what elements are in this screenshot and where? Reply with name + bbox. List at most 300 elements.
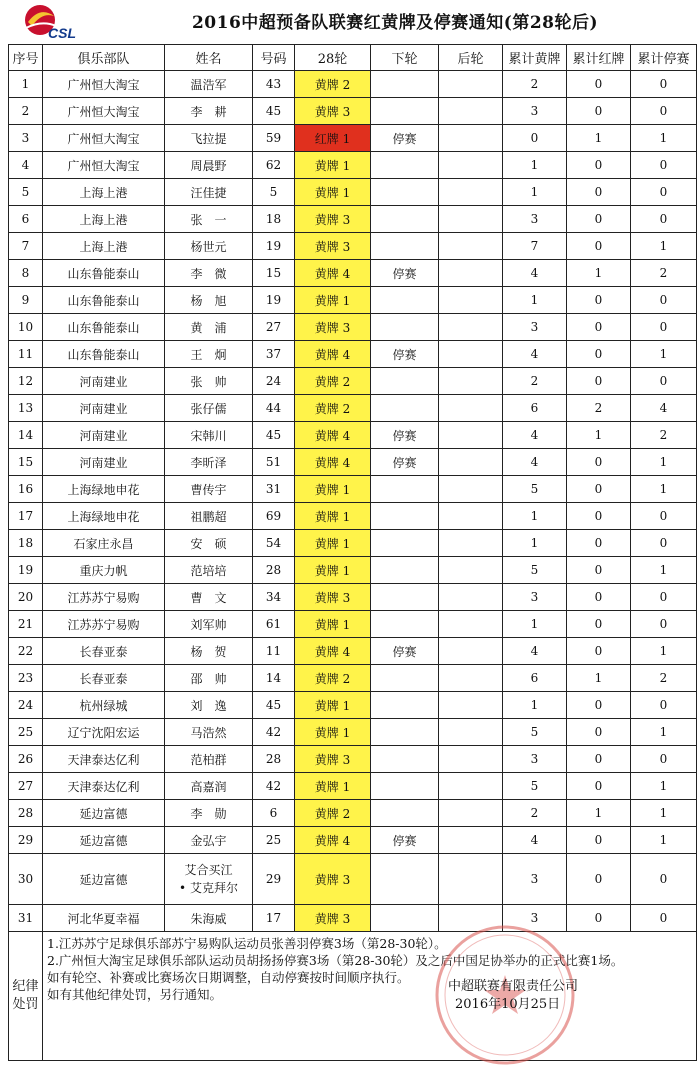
total-red: 0 [567,476,631,503]
total-red: 0 [567,638,631,665]
player-name: 朱海威 [165,905,253,932]
after-round-status [439,152,503,179]
total-yellow: 5 [503,557,567,584]
player-name: 祖鹏超 [165,503,253,530]
next-round-status [371,800,439,827]
total-suspension: 0 [631,530,697,557]
row-number: 4 [9,152,43,179]
table-row [9,233,697,260]
round28-card: 黄牌 3 [295,98,371,125]
player-name: 邵 帅 [165,665,253,692]
table-row [9,503,697,530]
next-round-status [371,773,439,800]
row-number: 8 [9,260,43,287]
row-number: 29 [9,827,43,854]
total-red: 2 [567,395,631,422]
after-round-status [439,530,503,557]
total-yellow: 3 [503,98,567,125]
table-row [9,665,697,692]
table-row [9,476,697,503]
next-round-status [371,746,439,773]
club-cell: 上海上港 [43,206,165,233]
club-cell: 广州恒大淘宝 [43,98,165,125]
total-suspension: 0 [631,98,697,125]
total-suspension: 0 [631,503,697,530]
jersey-number: 24 [253,368,295,395]
total-suspension: 0 [631,152,697,179]
total-red: 0 [567,233,631,260]
after-round-status [439,611,503,638]
club-cell: 江苏苏宁易购 [43,611,165,638]
total-yellow: 1 [503,152,567,179]
total-red: 0 [567,314,631,341]
total-yellow: 3 [503,584,567,611]
row-number: 5 [9,179,43,206]
row-number: 17 [9,503,43,530]
player-name: 范柏群 [165,746,253,773]
jersey-number: 69 [253,503,295,530]
total-suspension: 1 [631,800,697,827]
club-cell: 山东鲁能泰山 [43,341,165,368]
player-name: 杨 旭 [165,287,253,314]
player-name: 飞拉提 [165,125,253,152]
player-name: 艾合买江 • 艾克拜尔 [165,854,253,905]
round28-card: 黄牌 1 [295,719,371,746]
next-round-status [371,179,439,206]
round28-card: 黄牌 2 [295,368,371,395]
row-number: 15 [9,449,43,476]
next-round-status: 停赛 [371,449,439,476]
row-number: 13 [9,395,43,422]
total-yellow: 4 [503,449,567,476]
round28-card: 黄牌 1 [295,611,371,638]
row-number: 31 [9,905,43,932]
row-number: 10 [9,314,43,341]
total-red: 0 [567,557,631,584]
club-cell: 河南建业 [43,449,165,476]
round28-card: 黄牌 1 [295,557,371,584]
after-round-status [439,557,503,584]
total-yellow: 1 [503,287,567,314]
after-round-status [439,341,503,368]
club-cell: 河南建业 [43,395,165,422]
round28-card: 黄牌 3 [295,905,371,932]
row-number: 16 [9,476,43,503]
total-suspension: 2 [631,665,697,692]
jersey-number: 42 [253,719,295,746]
table-row [9,422,697,449]
round28-card: 黄牌 2 [295,71,371,98]
logo-text: CSL [48,25,76,41]
club-cell: 河南建业 [43,368,165,395]
row-number: 22 [9,638,43,665]
jersey-number: 62 [253,152,295,179]
next-round-status: 停赛 [371,422,439,449]
player-name: 张 一 [165,206,253,233]
suspension-table [8,44,697,1061]
player-name: 马浩然 [165,719,253,746]
player-name: 曹传宇 [165,476,253,503]
after-round-status [439,827,503,854]
after-round-status [439,665,503,692]
jersey-number: 59 [253,125,295,152]
player-name: 刘 逸 [165,692,253,719]
total-yellow: 1 [503,692,567,719]
table-row [9,746,697,773]
round28-card: 黄牌 1 [295,503,371,530]
row-number: 12 [9,368,43,395]
table-row [9,287,697,314]
jersey-number: 31 [253,476,295,503]
total-suspension: 0 [631,287,697,314]
round28-card: 黄牌 1 [295,692,371,719]
table-row [9,449,697,476]
total-red: 0 [567,905,631,932]
round28-card: 黄牌 4 [295,449,371,476]
header [0,0,699,44]
row-number: 2 [9,98,43,125]
after-round-status [439,287,503,314]
total-yellow: 1 [503,179,567,206]
total-yellow: 2 [503,71,567,98]
player-name: 安 硕 [165,530,253,557]
round28-card: 黄牌 4 [295,422,371,449]
total-suspension: 0 [631,368,697,395]
after-round-status [439,206,503,233]
player-name: 黄 浦 [165,314,253,341]
total-red: 0 [567,449,631,476]
club-cell: 重庆力帆 [43,557,165,584]
total-yellow: 1 [503,530,567,557]
player-name: 汪佳捷 [165,179,253,206]
total-yellow: 4 [503,341,567,368]
total-suspension: 1 [631,719,697,746]
club-cell: 山东鲁能泰山 [43,260,165,287]
round28-card: 黄牌 4 [295,827,371,854]
club-cell: 上海绿地申花 [43,476,165,503]
total-yellow: 5 [503,773,567,800]
player-name: 范培培 [165,557,253,584]
next-round-status [371,395,439,422]
after-round-status [439,179,503,206]
table-row [9,206,697,233]
total-suspension: 1 [631,341,697,368]
club-cell: 河北华夏幸福 [43,905,165,932]
row-number: 7 [9,233,43,260]
total-red: 0 [567,530,631,557]
jersey-number: 45 [253,422,295,449]
total-suspension: 0 [631,746,697,773]
total-suspension: 0 [631,584,697,611]
table-row [9,368,697,395]
row-number: 23 [9,665,43,692]
club-cell: 河南建业 [43,422,165,449]
club-cell: 天津泰达亿利 [43,773,165,800]
row-number: 9 [9,287,43,314]
jersey-number: 17 [253,905,295,932]
club-cell: 延边富德 [43,800,165,827]
total-red: 0 [567,368,631,395]
jersey-number: 19 [253,233,295,260]
table-row [9,179,697,206]
round28-card: 黄牌 2 [295,665,371,692]
next-round-status [371,71,439,98]
next-round-status [371,152,439,179]
total-suspension: 1 [631,773,697,800]
total-red: 1 [567,422,631,449]
club-cell: 杭州绿城 [43,692,165,719]
round28-card: 黄牌 1 [295,530,371,557]
total-suspension: 1 [631,638,697,665]
total-suspension: 4 [631,395,697,422]
table-row [9,530,697,557]
after-round-status [439,854,503,905]
total-yellow: 7 [503,233,567,260]
total-red: 1 [567,800,631,827]
jersey-number: 29 [253,854,295,905]
total-yellow: 3 [503,314,567,341]
total-red: 1 [567,260,631,287]
csl-logo-icon [18,2,92,42]
total-red: 1 [567,665,631,692]
total-red: 0 [567,287,631,314]
total-suspension: 0 [631,692,697,719]
total-red: 0 [567,827,631,854]
round28-card: 黄牌 4 [295,638,371,665]
club-cell: 广州恒大淘宝 [43,152,165,179]
round28-card: 黄牌 3 [295,746,371,773]
club-cell: 江苏苏宁易购 [43,584,165,611]
jersey-number: 27 [253,314,295,341]
after-round-status [439,746,503,773]
club-cell: 石家庄永昌 [43,530,165,557]
issue-date: 2016年10月25日 [455,997,561,1012]
club-cell: 上海绿地申花 [43,503,165,530]
total-red: 0 [567,503,631,530]
row-number: 11 [9,341,43,368]
next-round-status: 停赛 [371,638,439,665]
player-name: 曹 文 [165,584,253,611]
jersey-number: 61 [253,611,295,638]
player-name: 张仔儒 [165,395,253,422]
next-round-status: 停赛 [371,827,439,854]
row-number: 6 [9,206,43,233]
jersey-number: 18 [253,206,295,233]
jersey-number: 51 [253,449,295,476]
total-yellow: 4 [503,260,567,287]
after-round-status [439,71,503,98]
jersey-number: 19 [253,287,295,314]
total-yellow: 6 [503,665,567,692]
jersey-number: 43 [253,71,295,98]
table-row [9,800,697,827]
next-round-status: 停赛 [371,260,439,287]
jersey-number: 54 [253,530,295,557]
after-round-status [439,719,503,746]
player-name: 李昕泽 [165,449,253,476]
total-yellow: 1 [503,611,567,638]
table-row [9,854,697,905]
table-row [9,395,697,422]
total-yellow: 2 [503,368,567,395]
jersey-number: 15 [253,260,295,287]
table-row [9,584,697,611]
jersey-number: 37 [253,341,295,368]
total-red: 0 [567,341,631,368]
player-name: 王 炯 [165,341,253,368]
page-title: 2016中超预备队联赛红黄牌及停赛通知(第28轮后) [191,13,599,33]
table-row [9,98,697,125]
total-yellow: 5 [503,719,567,746]
row-number: 30 [9,854,43,905]
next-round-status [371,206,439,233]
after-round-status [439,314,503,341]
table-row [9,260,697,287]
total-yellow: 4 [503,422,567,449]
total-red: 0 [567,719,631,746]
total-yellow: 3 [503,854,567,905]
round28-card: 黄牌 4 [295,341,371,368]
note-2: 2.广州恒大淘宝足球俱乐部队运动员胡扬扬停赛3场（第28-30轮）及之后中国足协举办的正式比赛1场。 [47,953,624,968]
table-row [9,152,697,179]
round28-card: 黄牌 1 [295,773,371,800]
table-row [9,314,697,341]
next-round-status [371,557,439,584]
after-round-status [439,773,503,800]
table-row [9,611,697,638]
total-yellow: 3 [503,905,567,932]
row-number: 26 [9,746,43,773]
club-cell: 辽宁沈阳宏运 [43,719,165,746]
next-round-status [371,719,439,746]
club-cell: 延边富德 [43,827,165,854]
total-suspension: 1 [631,476,697,503]
total-yellow: 4 [503,638,567,665]
after-round-status [439,260,503,287]
row-number: 28 [9,800,43,827]
jersey-number: 42 [253,773,295,800]
club-cell: 长春亚泰 [43,638,165,665]
total-suspension: 0 [631,71,697,98]
header-name: 姓名 [165,45,253,71]
total-red: 0 [567,206,631,233]
row-number: 19 [9,557,43,584]
table-row [9,557,697,584]
after-round-status [439,98,503,125]
next-round-status [371,611,439,638]
next-round-status [371,314,439,341]
row-number: 24 [9,692,43,719]
table-row [9,638,697,665]
total-suspension: 1 [631,233,697,260]
total-red: 0 [567,71,631,98]
player-name: 张 帅 [165,368,253,395]
after-round-status [439,638,503,665]
player-name: 金弘宇 [165,827,253,854]
round28-card: 黄牌 3 [295,314,371,341]
round28-card: 红牌 1 [295,125,371,152]
table-row [9,905,697,932]
round28-card: 黄牌 1 [295,476,371,503]
total-red: 0 [567,179,631,206]
table-row [9,71,697,98]
row-number: 27 [9,773,43,800]
player-name: 李 耕 [165,98,253,125]
club-cell: 山东鲁能泰山 [43,314,165,341]
jersey-number: 45 [253,692,295,719]
total-red: 0 [567,584,631,611]
discipline-notes [43,932,697,1061]
player-name: 杨 贺 [165,638,253,665]
company-name: 中超联赛有限责任公司 [448,979,579,994]
total-yellow: 4 [503,827,567,854]
after-round-status [439,125,503,152]
after-round-status [439,368,503,395]
player-name: 李 微 [165,260,253,287]
header-total-yellow: 累计黄牌 [503,45,567,71]
header-number: 号码 [253,45,295,71]
next-round-status [371,287,439,314]
note-1: 1.江苏苏宁足球俱乐部苏宁易购队运动员张善羽停赛3场（第28-30轮）。 [47,936,447,951]
jersey-number: 45 [253,98,295,125]
total-yellow: 0 [503,125,567,152]
after-round-status [439,800,503,827]
total-yellow: 2 [503,800,567,827]
total-red: 0 [567,746,631,773]
next-round-status [371,692,439,719]
total-red: 1 [567,125,631,152]
jersey-number: 34 [253,584,295,611]
note-4: 如有其他纪律处罚，另行通知。 [47,987,223,1002]
total-yellow: 6 [503,395,567,422]
jersey-number: 11 [253,638,295,665]
round28-card: 黄牌 3 [295,584,371,611]
row-number: 1 [9,71,43,98]
after-round-status [439,233,503,260]
next-round-status [371,530,439,557]
total-yellow: 3 [503,746,567,773]
header-total-suspension: 累计停赛 [631,45,697,71]
club-cell: 山东鲁能泰山 [43,287,165,314]
round28-card: 黄牌 2 [295,800,371,827]
round28-card: 黄牌 3 [295,854,371,905]
club-cell: 上海上港 [43,233,165,260]
total-suspension: 0 [631,854,697,905]
row-number: 14 [9,422,43,449]
header-club: 俱乐部队 [43,45,165,71]
total-suspension: 1 [631,449,697,476]
next-round-status [371,368,439,395]
total-suspension: 0 [631,206,697,233]
round28-card: 黄牌 1 [295,152,371,179]
jersey-number: 44 [253,395,295,422]
after-round-status [439,503,503,530]
jersey-number: 28 [253,746,295,773]
next-round-status [371,665,439,692]
row-number: 21 [9,611,43,638]
club-cell: 广州恒大淘宝 [43,125,165,152]
next-round-status: 停赛 [371,125,439,152]
total-yellow: 3 [503,206,567,233]
after-round-status [439,692,503,719]
table-row [9,827,697,854]
player-name: 杨世元 [165,233,253,260]
jersey-number: 25 [253,827,295,854]
round28-card: 黄牌 1 [295,179,371,206]
table-row [9,719,697,746]
club-cell: 广州恒大淘宝 [43,71,165,98]
total-red: 0 [567,611,631,638]
